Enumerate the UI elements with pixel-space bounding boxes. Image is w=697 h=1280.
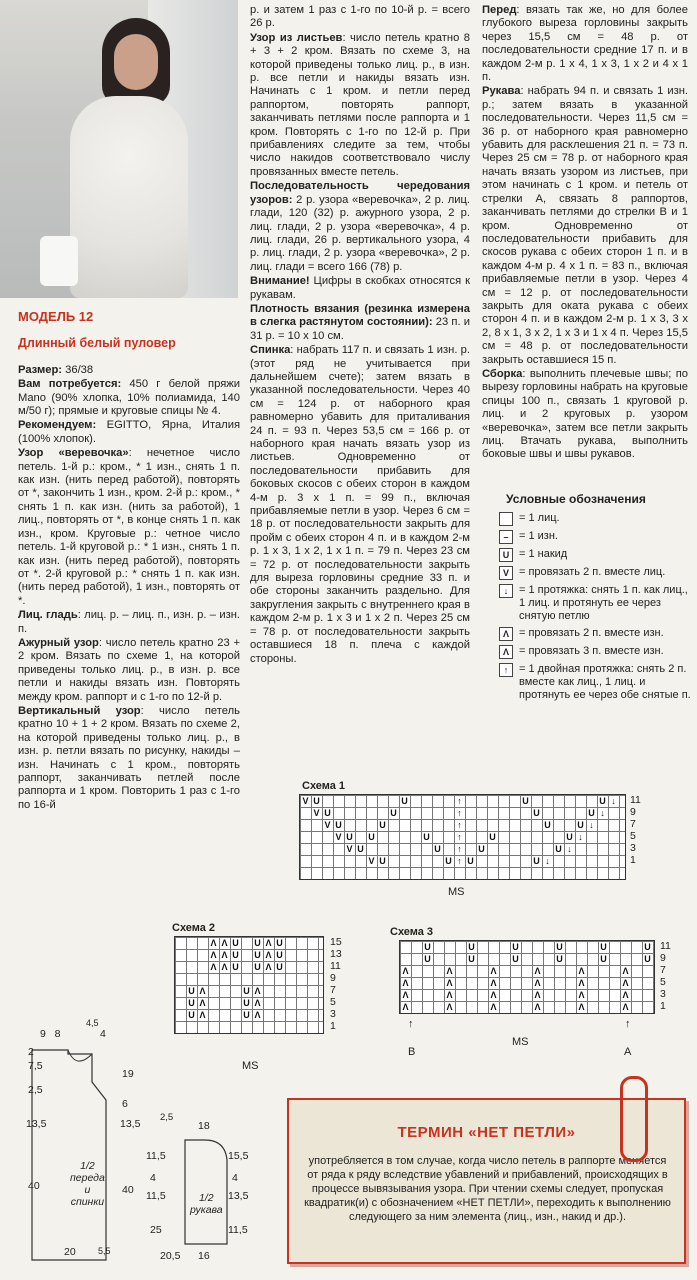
body-dim-right-2: 6 (122, 1098, 128, 1110)
sleeve-dim-right-4: 11,5 (228, 1224, 248, 1236)
body-dim-top-3: 4 (100, 1028, 106, 1040)
rec-label: Рекомендуем: (18, 419, 97, 432)
body-dim-right-4: 40 (122, 1184, 134, 1196)
legend-item (497, 512, 693, 526)
legend-text: = 1 накид (519, 548, 568, 560)
sleeve-dim-left-2: 4 (150, 1172, 156, 1184)
legend-text: = провязать 2 п. вместе лиц. (519, 566, 666, 578)
legend-item (497, 645, 693, 659)
chart-3-ms: MS (512, 1036, 529, 1048)
attention-label: Внимание! (250, 275, 310, 288)
vert-label: Вертикальный узор (18, 704, 141, 717)
sleeve-dim-bottom-1: 20,5 (160, 1250, 181, 1262)
yarn-over-symbol-icon: U (499, 548, 513, 562)
legend-item (497, 584, 693, 623)
model-number: МОДЕЛЬ 12 (18, 309, 94, 324)
arrow-a-label: A (624, 1046, 632, 1058)
chart-2-grid: Λ Λ U U Λ U Λ Λ U U Λ U Λ Λ U U Λ U U Λ U Λ U Λ U Λ U Λ U Λ (174, 936, 324, 1034)
lace-label: Ажурный узор (18, 636, 99, 649)
body-dim-right-3: 13,5 (120, 1118, 141, 1130)
arrow-a-icon: ↑ (625, 1018, 631, 1030)
seq-label: Последовательность чередования узоров: (250, 180, 470, 206)
body-dim-bottom-2: 5,5 (98, 1246, 111, 1256)
body-dim-left-4: 13,5 (26, 1118, 47, 1130)
legend-text: = провязать 2 п. вместе изн. (519, 627, 664, 639)
knit-symbol-icon (499, 512, 513, 526)
chart-1-grid: V U U ↑ U U ↓ V U U ↑ U U ↓ V U U ↑ U U ↓ V U U U ↑ U U ↓ V U U ↑ U U ↓ V U U ↑ U U ↓ (299, 794, 626, 880)
sleeve-dim-right-3: 13,5 (228, 1190, 249, 1202)
arrow-b-label: B (408, 1046, 416, 1058)
legend-item (497, 548, 693, 562)
body-center-label: 1/2 переда и спинки (70, 1160, 105, 1208)
body-pattern (20, 1020, 150, 1270)
legend-item (497, 530, 693, 544)
sleeve-dim-left-4: 25 (150, 1224, 162, 1236)
k2tog-symbol-icon: V (499, 566, 513, 580)
column-left (18, 310, 240, 813)
sleeve-dim-left-1: 11,5 (146, 1150, 166, 1162)
front-text: : вязать так же, но для более глубокого выреза горловины закрыть через 15,5 см = 48 р. от последовательности средние 17 п. и в каждом 2-м р. 1 х 4, 1 х 3, 1 х 2 и 4 х 1 п. (482, 4, 688, 84)
chart-1-ms: MS (448, 886, 465, 898)
body-dim-top-2: 4,5 (86, 1018, 99, 1028)
legend-text: = 1 изн. (519, 530, 558, 542)
column-middle (250, 4, 470, 667)
seq-text: 2 р. узора «веревочка», 2 р. лиц. глади, 120 (32) р. ажурного узора, 2 р. лиц. глади, 2 р. узора «веревочка», 4 р. лиц. глади, 26 р. вертикального узора, 4 р. лиц. глади, 2 р. узора «веревочка», 2 р. лиц. глади = всего 166 (78) р. (250, 193, 470, 273)
legend-text: = 1 двойная протяжка: снять 2 п. вместе как лиц., 1 лиц. и протянуть ее через обе снятые п. (519, 663, 691, 701)
attention-text: Цифры в скобках относятся к рукавам. (250, 275, 470, 301)
legend-item (497, 566, 693, 580)
body-dim-right-1: 19 (122, 1068, 134, 1080)
legend-text: = 1 протяжка: снять 1 п. как лиц., 1 лиц. и протянуть ее через снятую петлю (519, 584, 688, 622)
legend-text: = 1 лиц. (519, 512, 560, 524)
body-dim-left-5: 40 (28, 1180, 40, 1192)
chart-2-row-numbers: 15 13 11 9 7 5 3 1 (330, 936, 342, 1032)
back-text: : набрать 117 п. и связать 1 изн. р. (этот ряд не учитывается при дальнейшем счете); затем вязать в указанной последовательности. Через 40 см = 124 р. от наборного края равномерно убавить для приталивания 24 п. = 93 п. Через 53,5 см = 166 р. от наборного края начать вязать узор из листьев. Одновременно от последовательности прибавить для боковых скосов с обеих сторон в каждом 4-м р. 3 х 1 п. = 99 п., включая прибавляемые петли в узор. Через 6 см = 18 р. от последовательности закрыть для пройм с обеих сторон 4 п. и в каждом 2-м р. 1 х 3, 1 х 2, 1 х 1 п. = 79 п. Через 23 см = 72 р. от последовательности закрыть для выреза горловины средние 33 п. и обе стороны заканчить раздельно. Для закругления закрыть с внутреннего края в каждом 2-м р. 1 х 3 и 1 х 2 п. Через 25 см = 78 р. от последовательности закрыть оставшиеся 18 п. плеча с каждой стороны. (250, 344, 470, 665)
density-text: 23 п. и 31 р. = 10 х 10 см. (250, 316, 471, 342)
chart-1-label: Схема 1 (302, 780, 346, 792)
body-dim-top: 9 8 (40, 1028, 61, 1040)
legend-item (497, 663, 693, 702)
sleeve-dim-bottom-2: 16 (198, 1250, 210, 1262)
chart-1-row-numbers: 11 9 7 5 3 1 (630, 794, 641, 866)
term-body: употребляется в том случае, когда число петель в раппорте меняется от ряда к ряду вследствие убавлений и прибавлений, происходящих в процессе вывязывания узора. При чтении схемы следует, пропуская квадратик(и) с обозначением «НЕТ ПЕТЛИ», переходить к выполнению следующего за ним элемента (лиц., изн., накид и др.). (304, 1155, 671, 1223)
chart-3-grid: U U U U U U U U U U U U Λ Λ Λ Λ Λ Λ Λ Λ Λ Λ Λ Λ Λ Λ Λ Λ Λ Λ Λ Λ Λ Λ Λ Λ (399, 940, 655, 1014)
slip-knit-pass-symbol-icon: ↓ (499, 584, 513, 598)
sleeve-dim-top-2: 18 (198, 1120, 210, 1132)
needs-text: 450 г белой пряжи Mano (90% хлопка, 10% полиамида, 140 м/50 г); прямые и круговые спицы № 4. (18, 378, 240, 418)
column-right (482, 4, 688, 463)
size-label: Размер: (18, 363, 63, 376)
leaves-label: Узор из листьев (250, 31, 343, 44)
sleeve-center-label: 1/2 рукава (190, 1192, 223, 1216)
size-text: 36/38 (62, 363, 94, 376)
body-dim-bottom-1: 20 (64, 1246, 76, 1258)
back-label: Спинка (250, 344, 291, 357)
double-slip-symbol-icon: ↑ (499, 663, 513, 677)
legend (497, 512, 693, 706)
term-heading: ТЕРМИН «НЕТ ПЕТЛИ» (397, 1124, 576, 1141)
stock-text: : лиц. р. – лиц. п., изн. р. – изн. п. (18, 609, 240, 635)
rope-label: Узор «веревочка» (18, 447, 129, 460)
sleeve-dim-right-2: 4 (232, 1172, 238, 1184)
p3tog-symbol-icon: Λ (499, 645, 513, 659)
p2tog-symbol-icon: Λ (499, 627, 513, 641)
lace-text: : число петель кратно 23 + 2 кром. Вязать по схеме 1, на которой приведены только лиц. р., в изн. р. все петли и накиды вязать изн. Повторять между кром. раппорт и с 1-го по 12-й р. (18, 636, 240, 703)
assembly-text: : выполнить плечевые швы; по вырезу горловины набрать на круговые спицы 100 п., связать 1 круговой р. лиц. и 2 круговых р. узором «веревочка», затем все петли закрыть лиц. Втачать рукава, выполнить боковые швы и швы рукавов. (482, 367, 688, 461)
rec-text: EGITTO, Ярна, Италия (100% хлопок). (18, 419, 240, 445)
density-label: Плотность вязания (резинка измерена в слегка растянутом состоянии): (250, 302, 470, 329)
chart-2-label: Схема 2 (172, 922, 216, 934)
sleeve-dim-top-1: 2,5 (160, 1112, 174, 1123)
legend-title: Условные обозначения (506, 492, 646, 506)
assembly-label: Сборка (482, 367, 523, 380)
sleeve-dim-right-1: 15,5 (228, 1150, 249, 1162)
vert-text: : число петель кратно 10 + 1 + 2 кром. Вязать по схеме 2, на которой приведены только лиц. р., в изн. р. петли вязать по рисунку, накиды – изн. Начинать с 1 кром., повторять раппорт, заканчивать петлей после раппорта и 1 кром. Повторить 1 раз с 1-го по 16-й (18, 704, 240, 811)
model-photo (0, 0, 238, 298)
sleeve-label: Рукава (482, 85, 521, 98)
legend-text: = провязать 3 п. вместе изн. (519, 645, 664, 657)
chart-2-ms: MS (242, 1060, 259, 1072)
needs-label: Вам потребуется: (18, 378, 122, 391)
paperclip-icon (620, 1076, 648, 1162)
sleeve-text: : набрать 94 п. и связать 1 изн. р.; затем вязать в указанной последовательности. Через 11,5 см = 36 р. от наборного края равномерно убавить для расклешения 21 п. = 73 п. Через 25 см = 78 р. от наборного края начать вязать узором из листьев, при этом начинать с 1 кром. и петель от стрелки А, связать 8 раппортов, заканчивать петлями до стрелки В и 1 кром. Одновременно от последовательности прибавить для скосов рукава с обеих сторон 1 п. и в каждом 4-м р. 4 х 1 п. = 83 п., включая прибавляемые петли в узор. Через 4 см = 12 р. от последовательности закрыть для оката рукава с обеих сторон 4 п. и в каждом 2-м р. 1 х 3, 3 х 2, 8 х 1, 3 х 2, 1 х 3 и 1 х 4 п. Через 15,5 см = 48 р. от последовательности закрыть оставшиеся 15 п. (482, 85, 688, 366)
sleeve-dim-left-3: 11,5 (146, 1190, 166, 1202)
body-dim-left-2: 7,5 (28, 1060, 43, 1072)
arrow-b-icon: ↑ (408, 1018, 414, 1030)
purl-symbol-icon: – (499, 530, 513, 544)
front-label: Перед (482, 4, 517, 16)
cont-text: р. и затем 1 раз с 1-го по 10-й р. = всего 26 р. (250, 4, 470, 30)
leaves-text: : число петель кратно 8 + 3 + 2 кром. Вязать по схеме 3, на которой приведены только лиц. р., в изн. р. все петли и накиды вязать изн. Начинать с 1 кром. и петли перед раппортом, повторять раппорт, заканчивать петлями после раппорта и 1 кром. Повторять с 1-го по 12-й р. При прибавлениях следите за тем, чтобы число накидов соответствовало числу провязанных вместе петель. (250, 31, 470, 178)
chart-3-label: Схема 3 (390, 926, 434, 938)
body-dim-left-1: 2 (28, 1046, 34, 1058)
rope-text: : нечетное число петель. 1-й р.: кром., * 1 изн., снять 1 п. как изн. (нить перед работой), повторять от *, закончить 1 изн., кром. 2-й р.: кром., * снять 1 п. как изн. (нить за работой), 1 лиц., повторять от *, в конце снять 1 п. как изн., кром. Круговые р.: четное число петель. 1-й круговой р.: * 1 изн., снять 1 п. как изн. (нить перед работой), повторять от *. 2-й круговой р.: * снять 1 п. как изн. (нить перед работой), 1 изн., повторять от *. (18, 447, 241, 607)
model-subtitle: Длинный белый пуловер (18, 336, 176, 351)
chart-3-row-numbers: 11 9 7 5 3 1 (660, 940, 671, 1012)
body-dim-left-3: 2,5 (28, 1084, 43, 1096)
stock-label: Лиц. гладь (18, 609, 78, 622)
legend-item (497, 627, 693, 641)
